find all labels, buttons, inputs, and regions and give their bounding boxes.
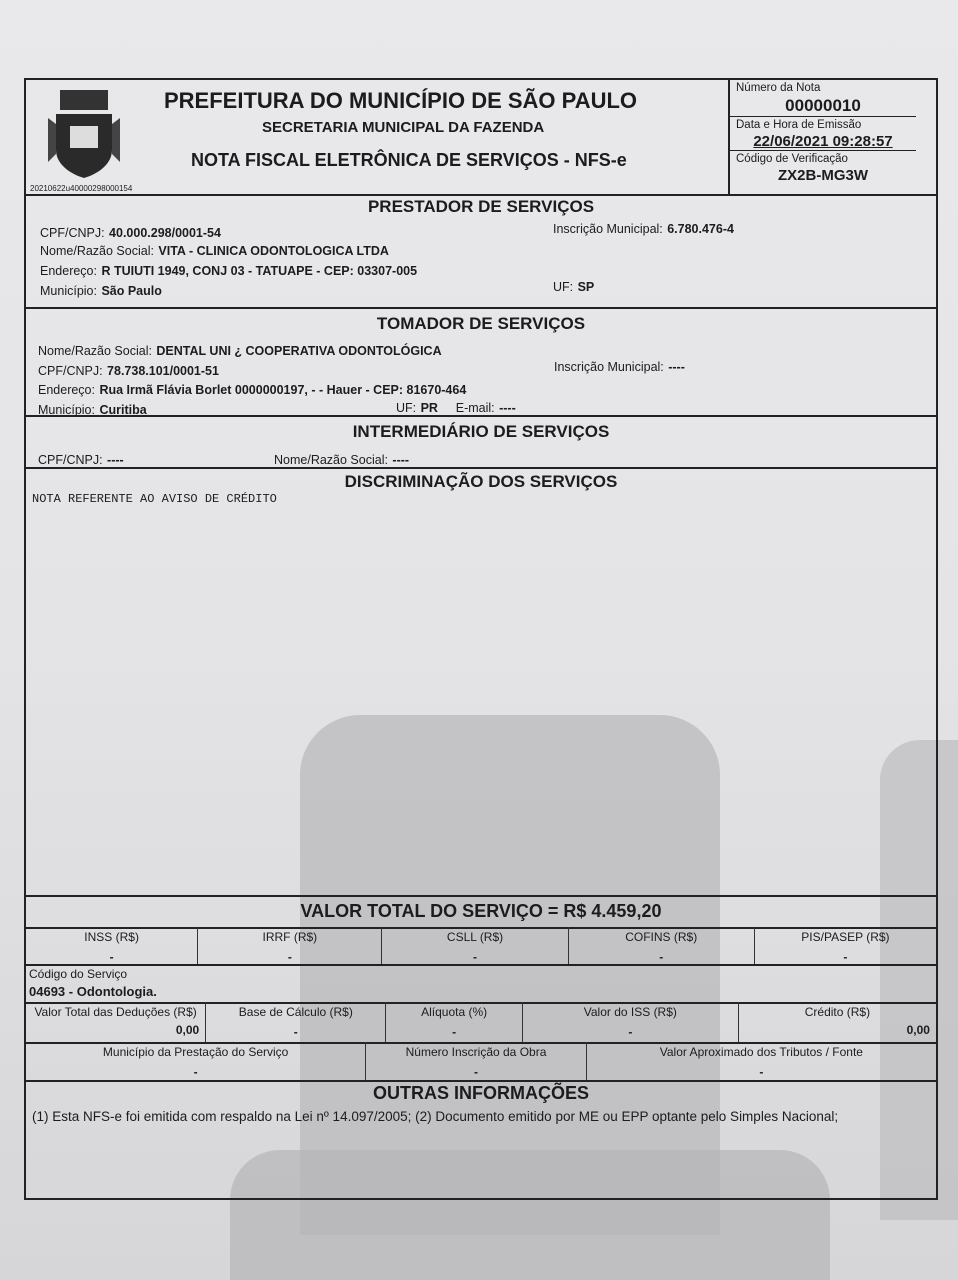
label: Inscrição Municipal: xyxy=(553,222,663,236)
extra-label: Número Inscrição da Obra xyxy=(405,1045,547,1059)
tomador-municipio: Curitiba xyxy=(99,403,147,417)
discriminacao-text: NOTA REFERENTE AO AVISO DE CRÉDITO xyxy=(32,492,277,506)
total-section xyxy=(26,895,936,929)
calc-cell xyxy=(26,1002,206,1042)
codigo-servico-value: 04693 - Odontologia. xyxy=(29,984,157,999)
taxes-label: COFINS (R$) xyxy=(625,930,698,944)
calc-cell xyxy=(386,1002,522,1042)
tomador-endereco: Rua Irmã Flávia Borlet 0000000197, - - Hauer - CEP: 81670-464 xyxy=(99,383,467,397)
nfse-document xyxy=(24,78,938,1200)
calc-cell xyxy=(523,1002,739,1042)
taxes-label: PIS/PASEP (R$) xyxy=(801,930,890,944)
valor-total: VALOR TOTAL DO SERVIÇO = R$ 4.459,20 xyxy=(300,901,662,921)
calc-value: 0,00 xyxy=(906,1023,930,1037)
extra-label: Valor Aproximado dos Tributos / Fonte xyxy=(659,1045,863,1059)
taxes-cell xyxy=(755,927,936,964)
intermediario-nome: ---- xyxy=(392,453,410,467)
codigo-servico-label: Código do Serviço xyxy=(29,967,128,981)
data-value: 22/06/2021 09:28:57 xyxy=(730,133,916,151)
tomador-im: ---- xyxy=(668,360,685,374)
label: Município: xyxy=(40,284,97,298)
tomador-heading: TOMADOR DE SERVIÇOS xyxy=(376,314,586,333)
extra-value: - xyxy=(474,1065,478,1079)
intermediario-heading: INTERMEDIÁRIO DE SERVIÇOS xyxy=(352,422,610,441)
label: Nome/Razão Social: xyxy=(38,344,152,358)
extra-cell xyxy=(587,1042,936,1080)
taxes-value: - xyxy=(473,950,478,964)
document-code: 20210622u40000298000154 xyxy=(30,184,133,193)
subtitle: SECRETARIA MUNICIPAL DA FAZENDA xyxy=(262,119,545,136)
calc-cell xyxy=(206,1002,386,1042)
label: Endereço: xyxy=(40,264,97,278)
tomador-uf: PR xyxy=(420,401,438,415)
calc-label: Crédito (R$) xyxy=(804,1005,871,1019)
tomador-nome: DENTAL UNI ¿ COOPERATIVA ODONTOLÓGICA xyxy=(156,344,442,358)
label: Nome/Razão Social: xyxy=(274,453,388,467)
label: E-mail: xyxy=(455,401,495,415)
calc-value: 0,00 xyxy=(175,1023,200,1037)
city-coat-of-arms-logo xyxy=(44,88,124,180)
extra-label: Município da Prestação do Serviço xyxy=(102,1045,289,1059)
taxes-cell xyxy=(382,927,568,964)
taxes-value: - xyxy=(659,950,664,964)
taxes-label: INSS (R$) xyxy=(84,930,139,944)
label: CPF/CNPJ: xyxy=(38,453,103,467)
codigo-label: Código de Verificação xyxy=(736,153,848,165)
calc-value: - xyxy=(452,1025,457,1039)
outras-heading: OUTRAS INFORMAÇÕES xyxy=(373,1083,589,1103)
label: Município: xyxy=(38,403,95,417)
codigo-servico-section xyxy=(26,964,936,1004)
prestador-endereco: R TUIUTI 1949, CONJ 03 - TATUAPE - CEP: 03307-005 xyxy=(101,264,418,278)
tomador-section xyxy=(26,307,936,417)
extra-value: - xyxy=(759,1065,764,1079)
calc-label: Valor do ISS (R$) xyxy=(583,1005,677,1019)
label: UF: xyxy=(396,401,417,415)
label: Inscrição Municipal: xyxy=(554,360,664,374)
extra-row xyxy=(26,1042,936,1082)
intermediario-section xyxy=(26,415,936,469)
tomador-cnpj: 78.738.101/0001-51 xyxy=(107,364,219,378)
label: Nome/Razão Social: xyxy=(40,244,154,258)
intermediario-cnpj: ---- xyxy=(107,453,124,467)
taxes-cell xyxy=(26,927,198,964)
prestador-im: 6.780.476-4 xyxy=(667,222,734,236)
discriminacao-section xyxy=(26,467,936,897)
prestador-nome: VITA - CLINICA ODONTOLOGICA LTDA xyxy=(158,244,389,258)
prestador-cnpj: 40.000.298/0001-54 xyxy=(109,226,221,240)
label: UF: xyxy=(553,280,574,294)
taxes-value: - xyxy=(109,950,114,964)
discriminacao-heading: DISCRIMINAÇÃO DOS SERVIÇOS xyxy=(344,472,618,491)
taxes-cell xyxy=(569,927,755,964)
calc-label: Valor Total das Deduções (R$) xyxy=(34,1005,197,1019)
taxes-value: - xyxy=(287,950,292,964)
outras-text: (1) Esta NFS-e foi emitida com respaldo na Lei nº 14.097/2005; (2) Documento emitido por ME ou EPP optante pelo Simples Nacional; xyxy=(32,1109,839,1124)
page-title: PREFEITURA DO MUNICÍPIO DE SÃO PAULO xyxy=(164,88,638,113)
codigo-value: ZX2B-MG3W xyxy=(778,167,868,184)
numero-value: 00000010 xyxy=(730,96,916,117)
outras-section xyxy=(26,1080,936,1198)
document-title: NOTA FISCAL ELETRÔNICA DE SERVIÇOS - NFS-e xyxy=(191,150,627,170)
calc-label: Base de Cálculo (R$) xyxy=(238,1005,353,1019)
label: CPF/CNPJ: xyxy=(38,364,103,378)
note-info-box xyxy=(728,80,916,194)
taxes-value: - xyxy=(843,950,848,964)
taxes-cell xyxy=(198,927,382,964)
calc-row xyxy=(26,1002,936,1044)
taxes-label: IRRF (R$) xyxy=(262,930,318,944)
calc-value: - xyxy=(628,1025,633,1039)
header-section xyxy=(26,80,936,196)
tomador-email: ---- xyxy=(499,401,516,415)
calc-cell xyxy=(739,1002,936,1042)
calc-label: Alíquota (%) xyxy=(421,1005,488,1019)
calc-value: - xyxy=(293,1025,298,1039)
label: CPF/CNPJ: xyxy=(40,226,105,240)
extra-cell xyxy=(366,1042,587,1080)
extra-value: - xyxy=(193,1065,198,1079)
label: Endereço: xyxy=(38,383,95,397)
numero-label: Número da Nota xyxy=(736,82,821,94)
extra-cell xyxy=(26,1042,366,1080)
prestador-uf: SP xyxy=(577,280,595,294)
prestador-heading: PRESTADOR DE SERVIÇOS xyxy=(367,197,595,216)
taxes-row xyxy=(26,927,936,966)
prestador-section xyxy=(26,194,936,309)
prestador-municipio: São Paulo xyxy=(101,284,162,298)
taxes-label: CSLL (R$) xyxy=(446,930,504,944)
data-label: Data e Hora de Emissão xyxy=(736,119,862,131)
